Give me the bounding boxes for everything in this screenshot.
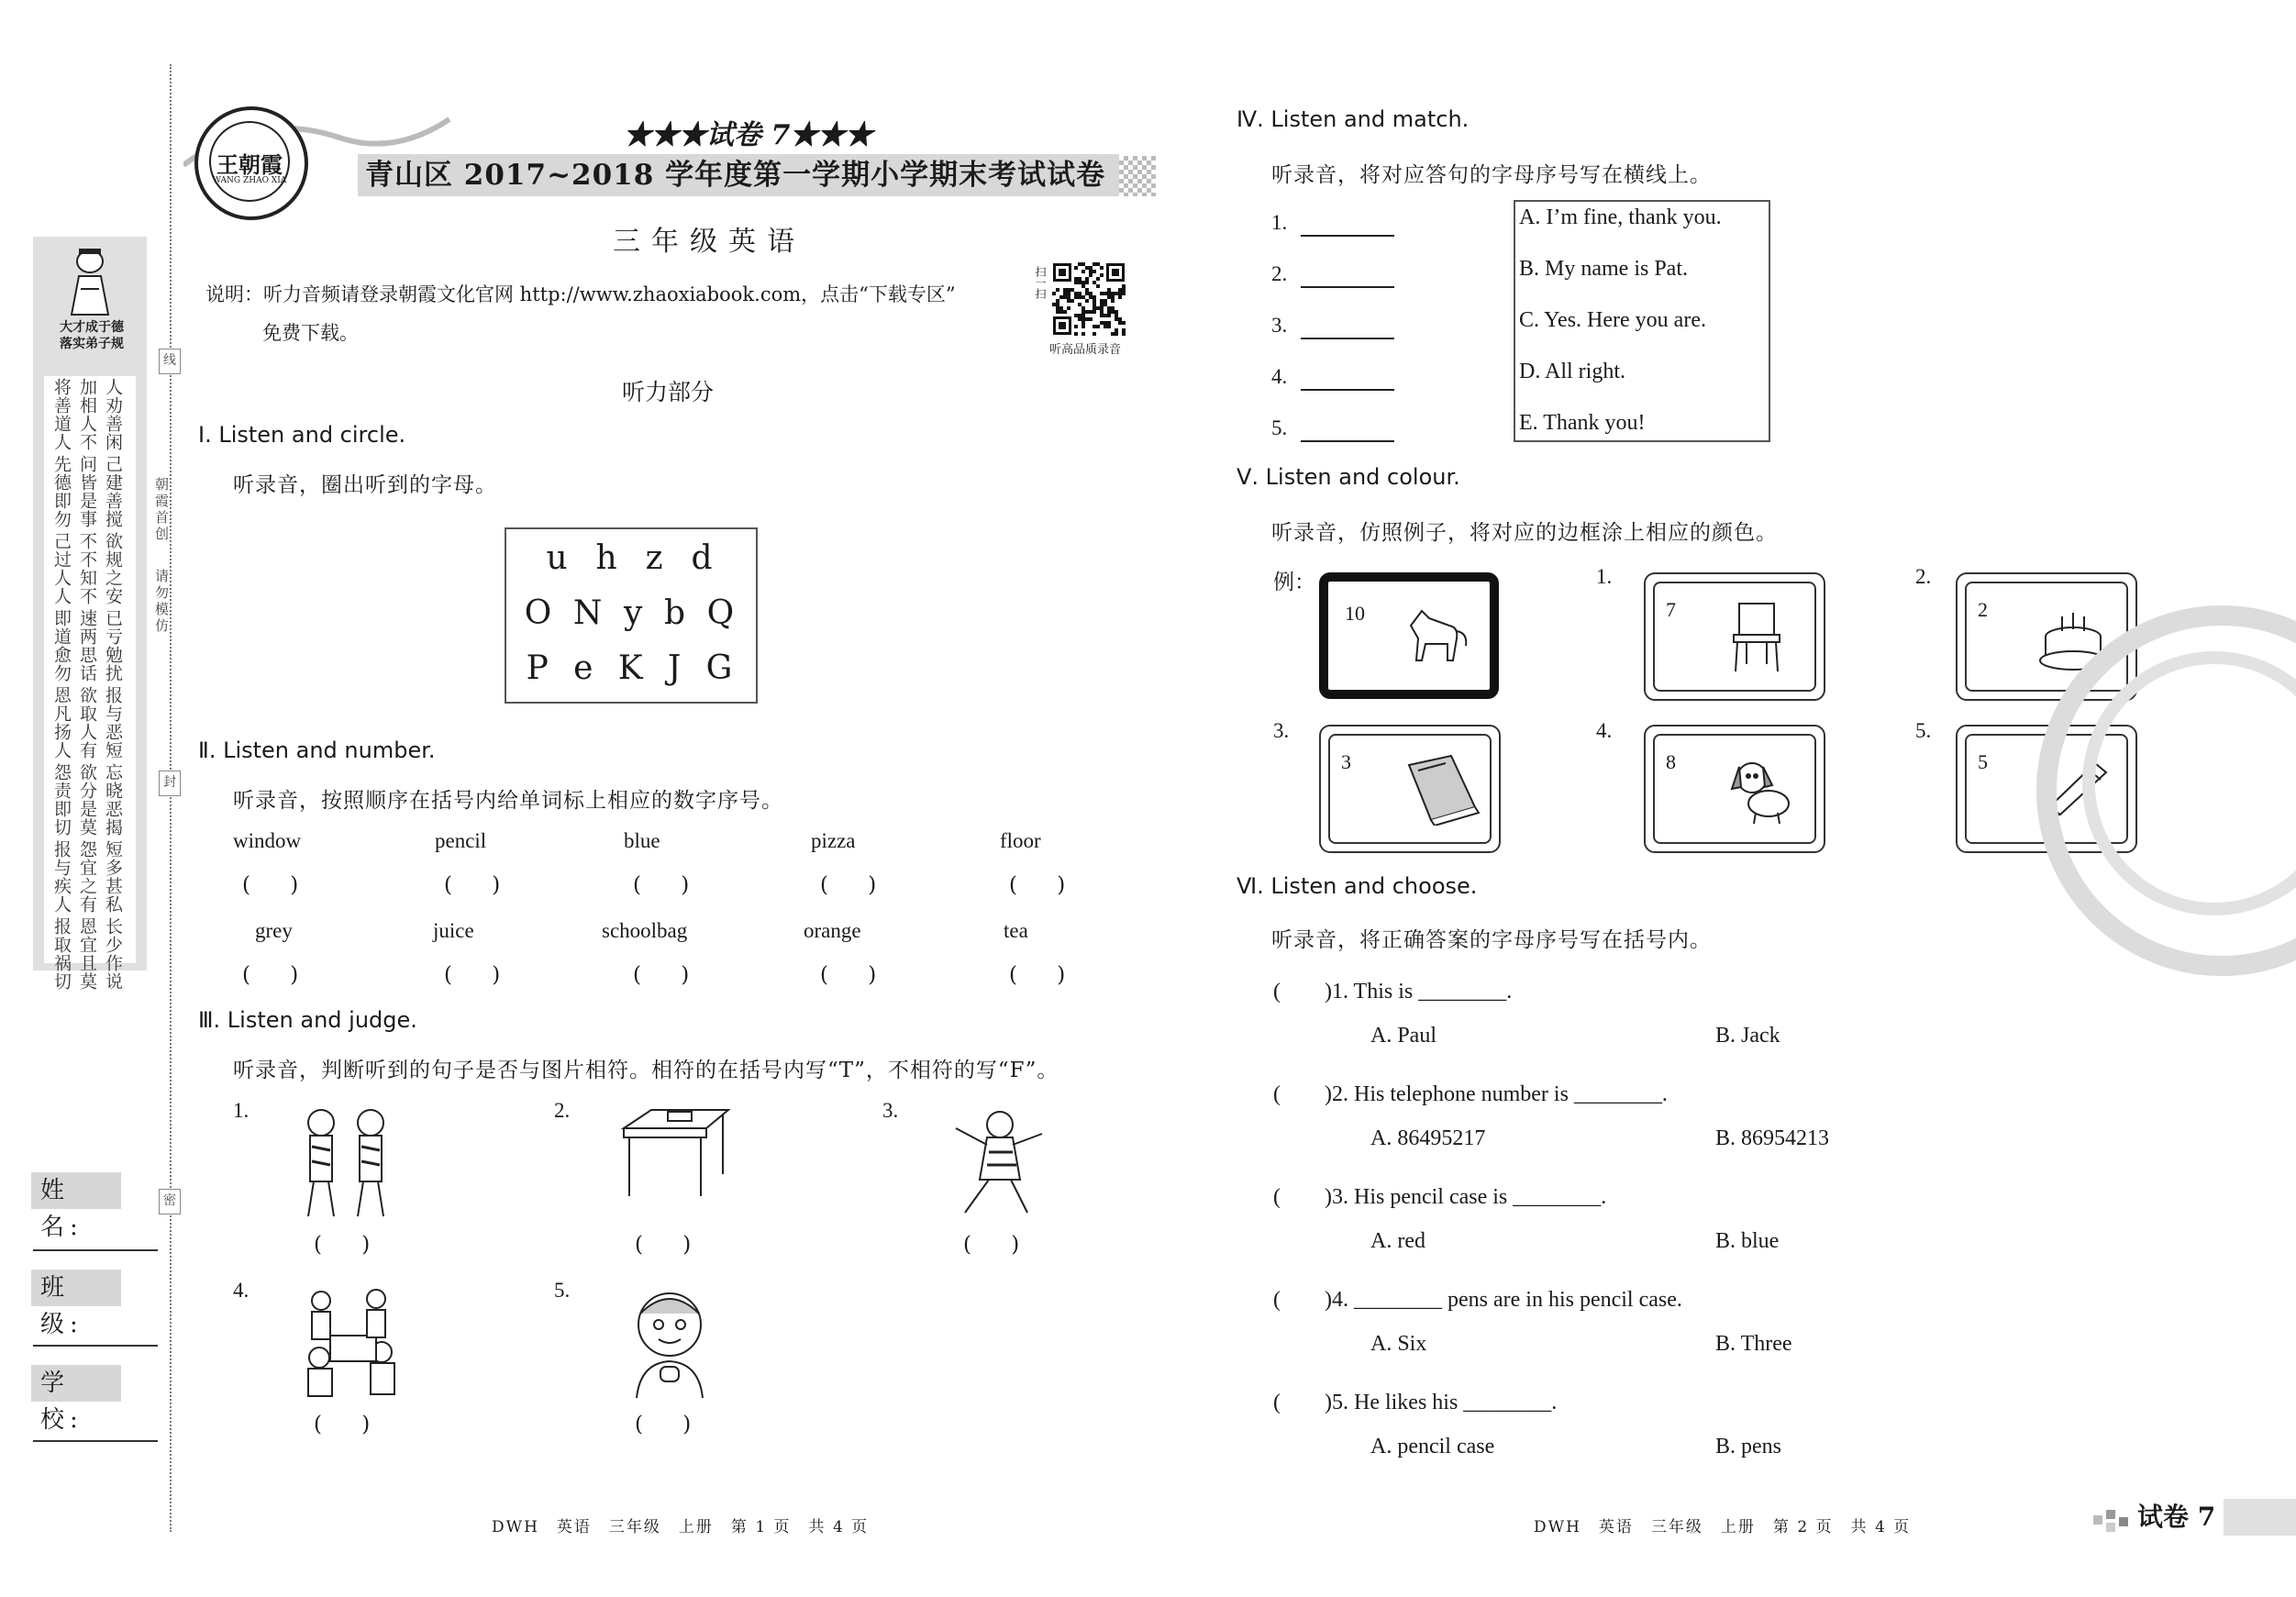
corner-squares xyxy=(2093,1506,2130,1532)
section-1-heading: Ⅰ. Listen and circle. xyxy=(198,422,406,448)
circle-letter[interactable]: h xyxy=(595,539,617,577)
choose-option-b: B. 86954213 xyxy=(1715,1126,1830,1150)
match-number: 2. xyxy=(1271,262,1288,285)
colour-card-chair[interactable] xyxy=(1644,572,1825,701)
judge-number: 2. xyxy=(554,1099,571,1122)
number-word: floor xyxy=(1000,829,1041,852)
number-paren[interactable]: ( ) xyxy=(633,873,706,897)
match-blank[interactable] xyxy=(1301,440,1394,442)
binding-dotted-line xyxy=(170,64,172,1532)
number-paren[interactable]: ( ) xyxy=(820,963,893,987)
qr-caption: 听高品质录音 xyxy=(1049,343,1122,357)
colour-card-book[interactable] xyxy=(1319,725,1501,853)
class-label: 班 级: xyxy=(31,1270,121,1306)
letter-row-1 xyxy=(514,539,745,577)
judge-paren[interactable]: ( ) xyxy=(314,1233,387,1257)
subject-title: 三年级英语 xyxy=(613,226,805,258)
logo-sub: WANG ZHAO XIA xyxy=(212,176,287,185)
number-word: blue xyxy=(624,829,660,852)
judge-paren[interactable]: ( ) xyxy=(314,1413,387,1436)
match-blank[interactable] xyxy=(1301,235,1394,237)
choose-option-b: B. blue xyxy=(1715,1229,1780,1253)
sage-figure xyxy=(53,243,127,316)
chair-icon xyxy=(1725,600,1789,677)
number-paren[interactable]: ( ) xyxy=(444,873,517,897)
motto-column: 长少作说 xyxy=(103,917,123,991)
choose-option-b: B. Three xyxy=(1715,1332,1792,1356)
motto-column: 报与疾人 xyxy=(51,840,72,914)
note-line-2: 免费下载。 xyxy=(262,322,359,344)
side-tag-line: 线 xyxy=(159,349,181,374)
motto-column: 恩凡扬人 xyxy=(51,686,72,760)
horse-icon xyxy=(1398,602,1471,670)
book-icon xyxy=(1400,752,1482,829)
section-5-instruction: 听录音，仿照例子，将对应的边框涂上相应的颜色。 xyxy=(1271,521,1778,545)
listening-section-title: 听力部分 xyxy=(622,379,715,405)
motto-column: 已亏勉扰 xyxy=(103,609,123,682)
colour-card-label: 2. xyxy=(1915,565,1932,588)
motto-column: 即道愈勿 xyxy=(51,609,72,682)
number-paren[interactable]: ( ) xyxy=(1009,873,1082,897)
number-paren[interactable]: ( ) xyxy=(444,963,517,987)
number-word: pizza xyxy=(811,829,856,852)
number-paren[interactable]: ( ) xyxy=(633,963,706,987)
circle-letter[interactable]: G xyxy=(705,649,733,687)
choose-question[interactable]: ( )2. His telephone number is ________. xyxy=(1273,1082,1668,1106)
circle-letter[interactable]: z xyxy=(645,539,663,577)
section-5-heading: Ⅴ. Listen and colour. xyxy=(1237,464,1460,490)
number-paren[interactable]: ( ) xyxy=(242,873,316,897)
colour-card-label: 4. xyxy=(1596,719,1613,742)
vertical-note-no-copy: 请勿模仿 xyxy=(153,569,170,635)
choose-question[interactable]: ( )3. His pencil case is ________. xyxy=(1273,1185,1607,1209)
motto-column: 欲规之安 xyxy=(103,532,123,605)
vertical-note-original: 朝霞首创 xyxy=(153,477,170,543)
name-line[interactable] xyxy=(33,1249,158,1251)
match-option: D. All right. xyxy=(1519,360,1626,383)
circle-letter[interactable]: u xyxy=(546,539,568,577)
logo-name: 王朝霞 xyxy=(216,151,283,178)
colour-card-label: 3. xyxy=(1273,719,1290,742)
choose-option-a: A. red xyxy=(1370,1229,1425,1253)
number-word: tea xyxy=(1004,919,1028,942)
school-label: 学 校: xyxy=(31,1365,121,1402)
name-label: 姓 名: xyxy=(31,1172,121,1209)
section-4-heading: Ⅳ. Listen and match. xyxy=(1237,106,1470,132)
number-paren[interactable]: ( ) xyxy=(1009,963,1082,987)
exam-title: 青山区 2017~2018 学年度第一学期小学期末考试试卷 xyxy=(365,159,1106,192)
qr-code[interactable] xyxy=(1051,261,1126,337)
judge-paren[interactable]: ( ) xyxy=(635,1233,708,1257)
choose-question[interactable]: ( )5. He likes his ________. xyxy=(1273,1391,1558,1414)
example-label: 例： xyxy=(1273,571,1315,594)
footer-left: DWH 英语 三年级 上册 第 1 页 共 4 页 xyxy=(492,1518,870,1536)
match-blank[interactable] xyxy=(1301,389,1394,391)
number-word: orange xyxy=(804,919,861,942)
section-2-instruction: 听录音，按照顺序在括号内给单词标上相应的数字序号。 xyxy=(233,789,783,813)
motto-column: 己过人人 xyxy=(51,532,72,605)
circle-letter[interactable]: O xyxy=(524,594,552,632)
choose-option-a: A. Paul xyxy=(1370,1024,1436,1048)
circle-letter[interactable]: J xyxy=(667,649,682,687)
motto-column: 人劝善闲 xyxy=(103,378,123,451)
motto-column: 将善道人 xyxy=(51,378,72,451)
motto-column: 怨宜之有 xyxy=(77,840,97,914)
side-tag-seal: 封 xyxy=(159,771,181,796)
school-line[interactable] xyxy=(33,1440,158,1442)
number-word: window xyxy=(233,829,302,852)
motto-column: 短多甚私 xyxy=(103,840,123,914)
judge-number: 4. xyxy=(233,1279,250,1302)
number-word: juice xyxy=(433,919,474,942)
choose-question[interactable]: ( )4. ________ pens are in his pencil case. xyxy=(1273,1288,1682,1312)
judge-number: 1. xyxy=(233,1099,250,1122)
colour-card-label: 5. xyxy=(1915,719,1932,742)
motto-column: 报与恶短 xyxy=(103,686,123,760)
motto-column: 恩宜且莫 xyxy=(77,917,97,991)
section-6-heading: Ⅵ. Listen and choose. xyxy=(1237,873,1478,899)
card-number: 7 xyxy=(1666,598,1676,621)
motto-column: 不不知不 xyxy=(77,532,97,605)
circle-letter[interactable]: Q xyxy=(706,594,735,632)
motto-column: 忘晓恶揭 xyxy=(103,763,123,837)
match-number: 1. xyxy=(1271,211,1288,234)
circle-letter[interactable]: K xyxy=(617,649,643,687)
judge-number: 5. xyxy=(554,1279,571,1302)
class-line[interactable] xyxy=(33,1345,158,1347)
motto-column: 报取祸切 xyxy=(51,917,72,991)
match-option: A. I’m fine, thank you. xyxy=(1519,205,1722,229)
number-word: pencil xyxy=(435,829,487,852)
motto-column: 加相人不 xyxy=(77,378,97,451)
judge-paren[interactable]: ( ) xyxy=(963,1233,1037,1257)
motto-column: 欲分是莫 xyxy=(77,763,97,837)
match-option: C. Yes. Here you are. xyxy=(1519,308,1706,332)
section-3-heading: Ⅲ. Listen and judge. xyxy=(198,1007,417,1033)
footer-right: DWH 英语 三年级 上册 第 2 页 共 4 页 xyxy=(1534,1518,1912,1536)
match-number: 5. xyxy=(1271,416,1288,439)
corner-bar xyxy=(2224,1499,2296,1536)
match-option: B. My name is Pat. xyxy=(1519,257,1688,281)
qr-side-text: 扫一扫 xyxy=(1034,266,1047,299)
match-option: E. Thank you! xyxy=(1519,411,1646,435)
card-number: 8 xyxy=(1666,750,1676,773)
number-word: schoolbag xyxy=(602,919,688,942)
sage-title: 大才成于德 落实弟子规 xyxy=(60,320,124,351)
motto-column: 怨责即切 xyxy=(51,763,72,837)
motto-column: 己建善搅 xyxy=(103,455,123,528)
circle-letter[interactable]: P xyxy=(526,649,549,687)
dog-icon xyxy=(1725,752,1798,829)
note-line-1: 说明：听力音频请登录朝霞文化官网 http://www.zhaoxiabook.com，点击“下载专区” xyxy=(205,283,956,305)
circle-letter[interactable]: e xyxy=(573,649,593,687)
choose-option-b: B. pens xyxy=(1715,1435,1781,1458)
choose-option-a: A. 86495217 xyxy=(1370,1126,1486,1150)
section-1-instruction: 听录音，圈出听到的字母。 xyxy=(233,473,497,497)
judge-number: 3. xyxy=(882,1099,899,1122)
circle-letter[interactable]: d xyxy=(691,539,713,577)
colour-card-label: 1. xyxy=(1596,565,1613,588)
motto-column: 速两思话 xyxy=(77,609,97,682)
motto-column: 先德即勿 xyxy=(51,455,72,528)
corner-paper-tag: 试卷 7 xyxy=(2137,1502,2216,1532)
section-4-instruction: 听录音，将对应答句的字母序号写在横线上。 xyxy=(1271,163,1712,187)
circle-letter[interactable]: N xyxy=(572,594,603,632)
choose-option-a: A. pencil case xyxy=(1370,1435,1495,1458)
judge-paren[interactable]: ( ) xyxy=(635,1413,708,1436)
card-number: 5 xyxy=(1978,750,1988,773)
number-paren[interactable]: ( ) xyxy=(242,963,316,987)
choose-option-a: A. Six xyxy=(1370,1332,1427,1356)
letter-row-3 xyxy=(514,649,745,687)
number-word: grey xyxy=(255,919,293,942)
letter-row-2 xyxy=(514,594,745,632)
motto-column: 欲取人有 xyxy=(77,686,97,760)
circle-letter[interactable]: b xyxy=(663,594,686,632)
match-blank[interactable] xyxy=(1301,338,1394,339)
colour-card-dog[interactable] xyxy=(1644,725,1825,853)
section-3-instruction: 听录音，判断听到的句子是否与图片相符。相符的在括号内写“T”，不相符的写“F”。 xyxy=(233,1059,1059,1082)
judge-picture-people-at-table xyxy=(294,1281,413,1402)
number-paren[interactable]: ( ) xyxy=(820,873,893,897)
paper-number-label: ★★★试卷 7★★★ xyxy=(624,119,873,151)
judge-picture-two-tigers xyxy=(294,1101,413,1222)
motto-column: 问皆是事 xyxy=(77,455,97,528)
match-blank[interactable] xyxy=(1301,286,1394,288)
judge-picture-boy xyxy=(615,1281,734,1402)
section-2-heading: Ⅱ. Listen and number. xyxy=(198,738,436,763)
judge-picture-tiger-dancing xyxy=(943,1101,1062,1222)
card-number: 3 xyxy=(1341,750,1351,773)
choose-option-b: B. Jack xyxy=(1715,1024,1780,1048)
match-number: 4. xyxy=(1271,365,1288,388)
colour-card-horse[interactable] xyxy=(1319,572,1499,699)
match-number: 3. xyxy=(1271,314,1288,337)
card-number: 10 xyxy=(1345,602,1365,625)
card-number: 2 xyxy=(1978,598,1988,621)
judge-picture-desk xyxy=(615,1101,734,1222)
side-tag-secret: 密 xyxy=(159,1189,181,1214)
circle-letter[interactable]: y xyxy=(624,594,643,632)
choose-question[interactable]: ( )1. This is ________. xyxy=(1273,980,1513,1004)
section-6-instruction: 听录音，将正确答案的字母序号写在括号内。 xyxy=(1271,928,1712,952)
